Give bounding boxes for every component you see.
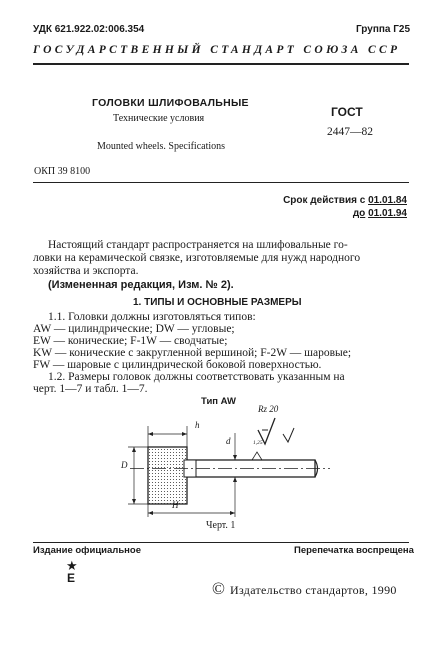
dim-D-label: D (121, 460, 128, 470)
okp-code: ОКП 39 8100 (34, 166, 91, 177)
figure-caption: Черт. 1 (206, 520, 236, 531)
group-code: Группа Г25 (356, 24, 411, 35)
copyright-text: Издательство стандартов, 1990 (230, 583, 397, 597)
section-line-6: 1.2. Размеры головок должны соответствовать указанным на (48, 371, 345, 383)
edition-letter: Е (67, 571, 76, 585)
udk-code: УДК 621.922.02:006.354 (33, 24, 145, 35)
header-rule (33, 63, 409, 65)
abrasive-head (148, 447, 187, 504)
dim-H-label: H (172, 500, 179, 510)
document-title: ГОЛОВКИ ШЛИФОВАЛЬНЫЕ (92, 97, 249, 109)
section-line-4: KW — конические с закругленной вершиной; F-2W — шаровые; (33, 347, 352, 359)
intro-line-1: Настоящий стандарт распространяется на шлифовальные го- (48, 239, 348, 251)
roughness-symbol (258, 418, 294, 444)
footer-rule (33, 542, 409, 543)
section-heading: 1. ТИПЫ И ОСНОВНЫЕ РАЗМЕРЫ (133, 297, 302, 308)
section-line-3: EW — конические; F-1W — сводчатые; (33, 335, 228, 347)
validity-from (283, 195, 407, 206)
section-line-1: 1.1. Головки должны изготовляться типов: (48, 311, 256, 323)
document-subtitle: Технические условия (113, 113, 205, 124)
dim-d-label: d (226, 436, 231, 446)
copyright-icon: © (212, 579, 225, 598)
intro-line-3: хозяйства и экспорта. (33, 265, 139, 277)
figure-type-label: Тип AW (201, 396, 236, 407)
validity-label: Срок действия с (283, 195, 366, 206)
mounted-wheel-drawing (100, 400, 340, 535)
validity-to-date: 01.01.94 (368, 208, 407, 219)
validity-to (353, 208, 407, 219)
validity-from-date: 01.01.84 (368, 195, 407, 206)
small-roughness-value: 1,25 (253, 440, 263, 446)
section-line-7: черт. 1—7 и табл. 1—7. (33, 383, 148, 395)
star-icon: ★ (66, 558, 78, 573)
roughness-label: Rz 20 (258, 404, 279, 414)
standard-banner: ГОСУДАРСТВЕННЫЙ СТАНДАРТ СОЮЗА ССР (33, 44, 401, 56)
english-title: Mounted wheels. Specifications (97, 141, 226, 152)
official-edition: Издание официальное (33, 545, 141, 556)
title-rule (33, 182, 409, 183)
validity-to-label: до (352, 208, 366, 219)
section-line-2: AW — цилиндрические; DW — угловые; (33, 323, 235, 335)
reprint-prohibited: Перепечатка воспрещена (294, 545, 414, 556)
gost-label: ГОСТ (331, 105, 363, 119)
dim-h-label: h (195, 420, 200, 430)
intro-line-2: ловки на керамической связке, изготовляемые для нужд народного (33, 252, 361, 264)
gost-number: 2447—82 (327, 126, 373, 138)
section-line-5: FW — шаровые с цилиндрической боковой поверхностью. (33, 359, 322, 371)
edition-note: (Измененная редакция, Изм. № 2). (48, 279, 234, 291)
